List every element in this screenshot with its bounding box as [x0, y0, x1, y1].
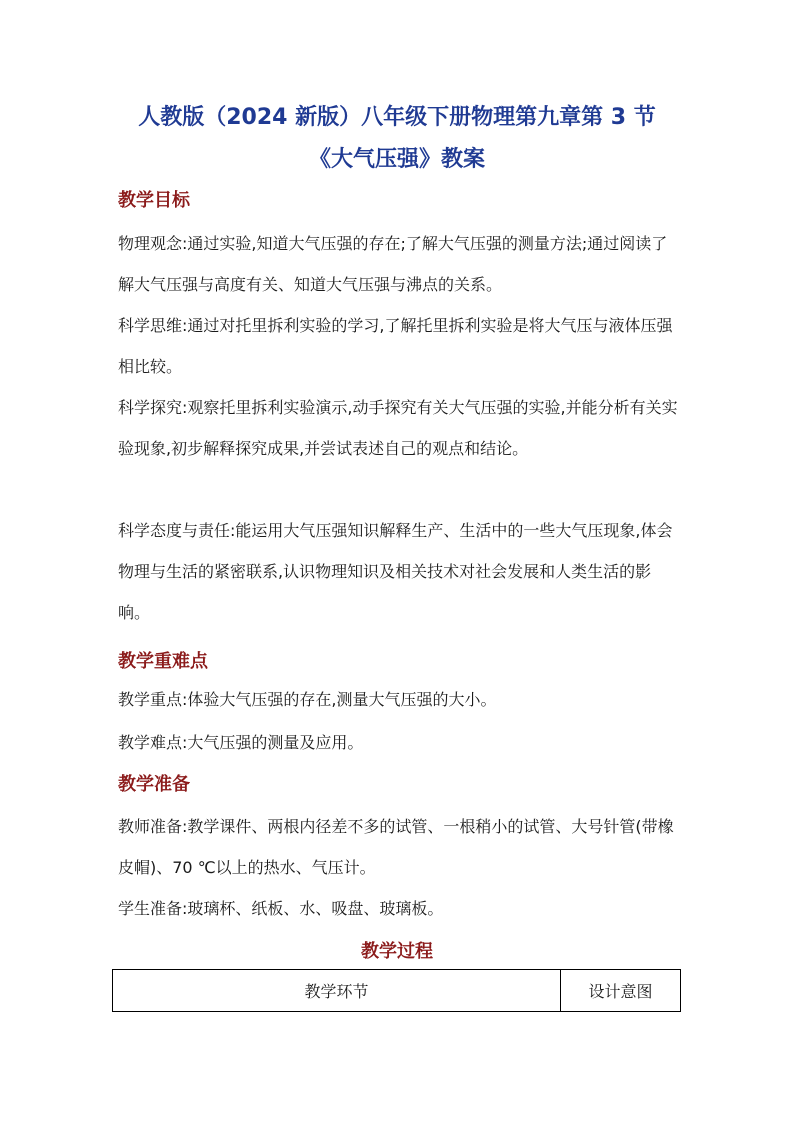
- goal-scientific-thinking: 科学思维:通过对托里拆利实验的学习,了解托里拆利实验是将大气压与液体压强相比较。: [118, 316, 673, 376]
- preparation-teacher: 教师准备:教学课件、两根内径差不多的试管、一根稍小的试管、大号针管(带橡皮帽)、70 ℃以上的热水、气压计。: [118, 817, 674, 877]
- section-heading-preparation: 教学准备: [118, 774, 190, 795]
- goal-attitude-responsibility: 科学态度与责任:能运用大气压强知识解释生产、生活中的一些大气压现象,体会物理与生活的紧密联系,认识物理知识及相关技术对社会发展和人类生活的影响。: [118, 521, 673, 622]
- section-heading-process: 教学过程: [361, 941, 433, 962]
- process-table: [112, 969, 681, 1012]
- table-header-cell: 设计意图: [588, 982, 653, 1001]
- document-title-line-2: 《大气压强》教案: [308, 147, 485, 172]
- goal-scientific-inquiry: 科学探究:观察托里拆利实验演示,动手探究有关大气压强的实验,并能分析有关实验现象,初步解释探究成果,并尝试表述自己的观点和结论。: [118, 398, 678, 458]
- goal-physics-concept: 物理观念:通过实验,知道大气压强的存在;了解大气压强的测量方法;通过阅读了解大气压强与高度有关、知道大气压强与沸点的关系。: [118, 234, 668, 294]
- preparation-student: 学生准备:玻璃杯、纸板、水、吸盘、玻璃板。: [118, 899, 444, 918]
- table-header-cell: 教学环节: [113, 970, 561, 1011]
- key-point-difficulty: 教学难点:大气压强的测量及应用。: [118, 733, 364, 752]
- key-point-focus: 教学重点:体验大气压强的存在,测量大气压强的大小。: [118, 690, 497, 709]
- document-title-line-1: 人教版（2024 新版）八年级下册物理第九章第 3 节: [138, 105, 656, 130]
- section-heading-goals: 教学目标: [118, 190, 190, 211]
- section-heading-key-points: 教学重难点: [118, 651, 208, 672]
